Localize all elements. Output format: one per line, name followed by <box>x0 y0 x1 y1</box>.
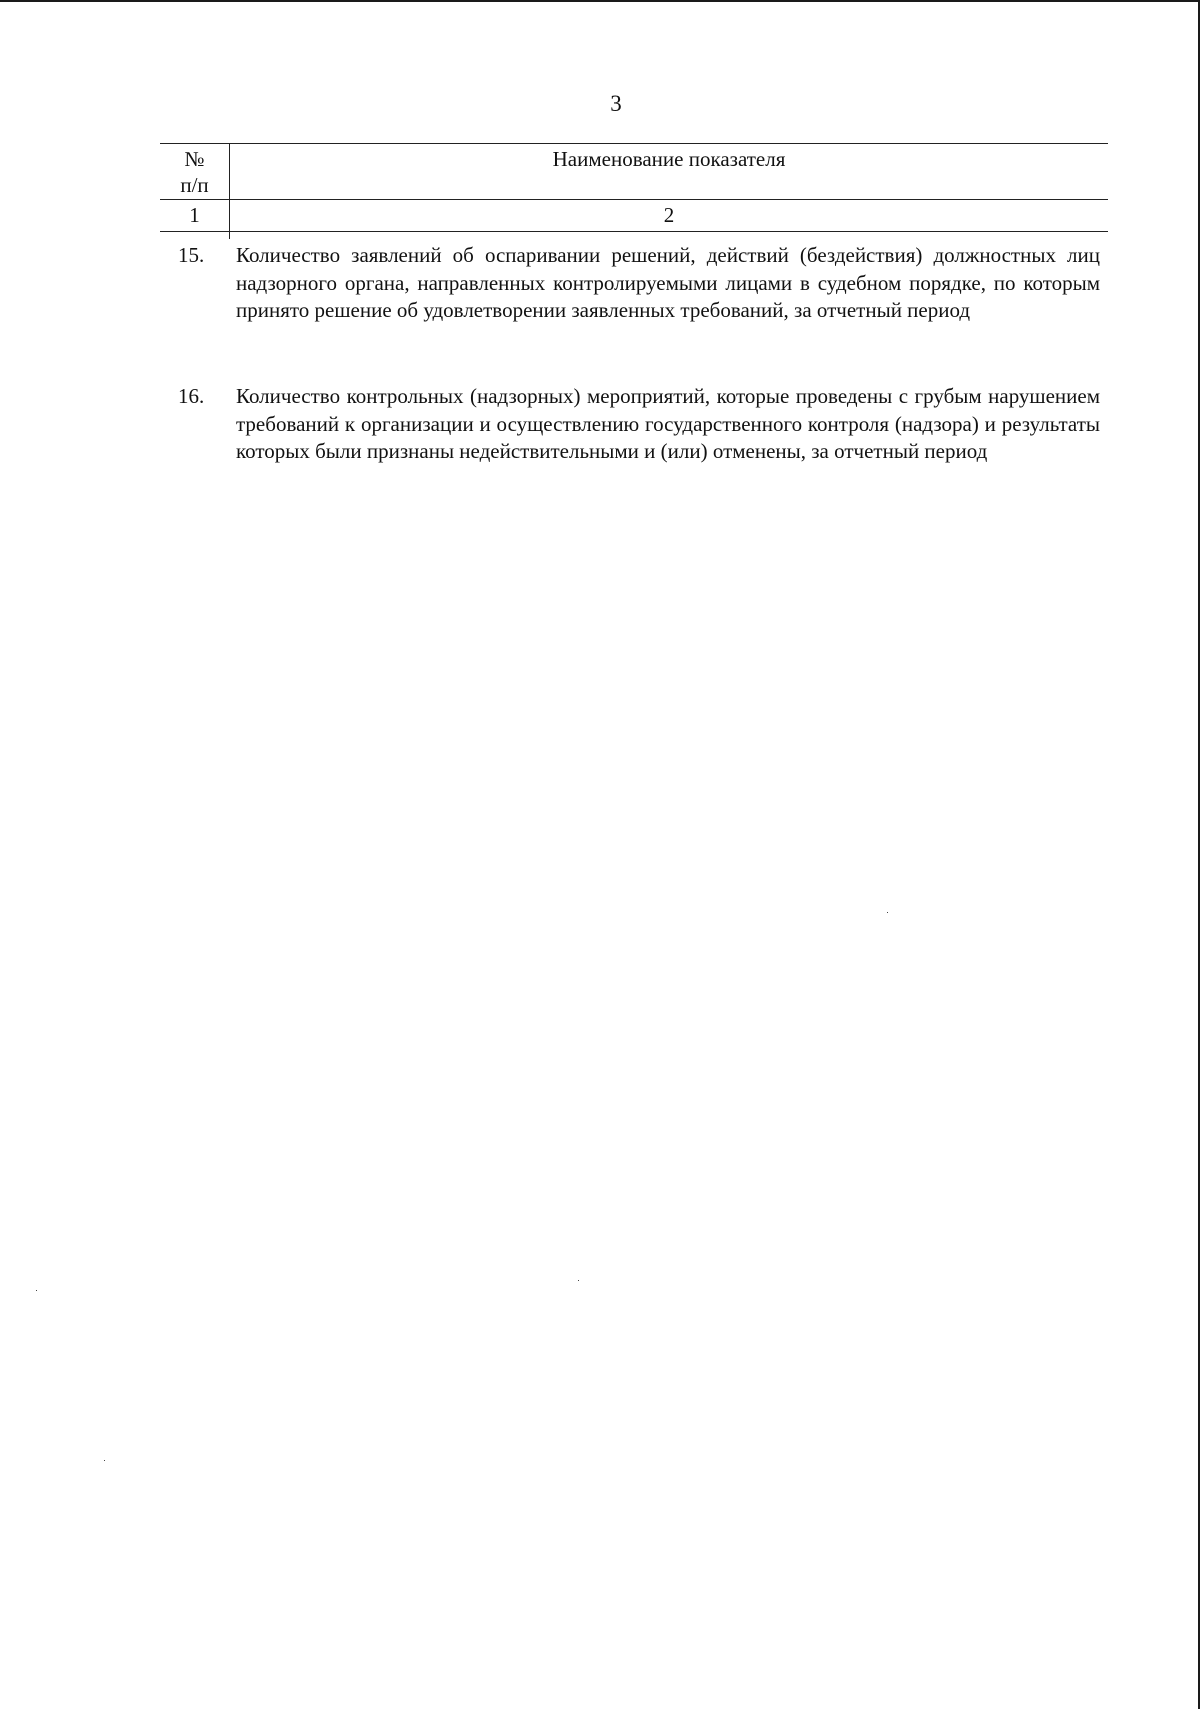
column-number-header <box>160 143 229 199</box>
column-number-abbr: п/п <box>180 173 209 197</box>
table-header <box>160 143 1108 233</box>
scan-speck <box>578 1280 579 1281</box>
item-number: 16. <box>178 384 205 408</box>
column-name-header: Наименование показателя <box>552 147 786 171</box>
item-number: 15. <box>178 243 205 267</box>
item-text: Количество заявлений об оспаривании решений, действий (бездействия) должностных лиц надзорного органа, направленных контролируемыми лицами в судебном порядке, по которым принято решение об удовлетворении заявленных требований, за отчетный период <box>236 243 1100 322</box>
column-index-1: 1 <box>189 203 200 227</box>
table-bottom-border <box>160 231 1108 232</box>
scan-speck <box>104 1460 105 1461</box>
column-index-2: 2 <box>663 203 675 227</box>
page-number: 3 <box>610 91 622 116</box>
scan-speck <box>887 912 888 913</box>
scan-speck <box>36 1290 37 1291</box>
item-text: Количество контрольных (надзорных) мероприятий, которые проведены с грубым нарушением требований к организации и осуществлению государственного контроля (надзора) и результаты которых были признаны недействительными и (или) отменены, за отчетный период <box>236 384 1100 463</box>
column-number-symbol: № <box>184 147 205 171</box>
scan-edge-top <box>0 0 1200 2</box>
